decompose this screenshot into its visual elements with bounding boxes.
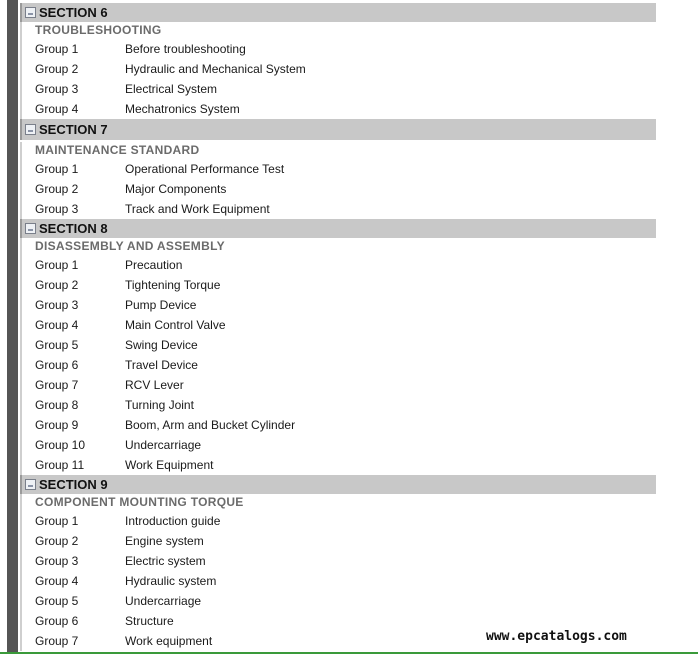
group-link[interactable]: Turning Joint <box>125 398 194 412</box>
group-label: Group 3 <box>35 554 79 568</box>
group-label: Group 2 <box>35 278 79 292</box>
group-link[interactable]: Electric system <box>125 554 206 568</box>
section-list <box>20 3 656 651</box>
group-link[interactable]: RCV Lever <box>125 378 184 392</box>
list-item[interactable] <box>35 199 656 219</box>
group-label: Group 9 <box>35 418 79 432</box>
group-label: Group 4 <box>35 574 79 588</box>
collapse-box-icon[interactable] <box>25 223 36 234</box>
collapse-box-icon[interactable] <box>25 479 36 490</box>
watermark-text: www.epcatalogs.com <box>486 629 627 644</box>
group-link[interactable]: Hydraulic and Mechanical System <box>125 62 306 76</box>
group-link[interactable]: Hydraulic system <box>125 574 217 588</box>
group-label: Group 1 <box>35 162 79 176</box>
group-link[interactable]: Pump Device <box>125 298 197 312</box>
section-header[interactable] <box>20 3 656 22</box>
list-item[interactable] <box>35 59 656 79</box>
group-label: Group 8 <box>35 398 79 412</box>
list-item[interactable] <box>35 355 656 375</box>
collapse-box-icon[interactable] <box>25 124 36 135</box>
group-label: Group 6 <box>35 358 79 372</box>
group-label: Group 1 <box>35 514 79 528</box>
group-link[interactable]: Main Control Valve <box>125 318 226 332</box>
group-link[interactable]: Precaution <box>125 258 183 272</box>
section-header-label: SECTION 8 <box>39 221 108 236</box>
group-label: Group 10 <box>35 438 86 452</box>
group-link[interactable]: Structure <box>125 614 174 628</box>
list-item[interactable] <box>35 159 656 179</box>
section-header-label: SECTION 6 <box>39 5 108 20</box>
group-link[interactable]: Before troubleshooting <box>125 42 246 56</box>
section-7 <box>20 119 656 219</box>
list-item[interactable] <box>35 531 656 551</box>
group-label: Group 2 <box>35 534 79 548</box>
list-item[interactable] <box>35 335 656 355</box>
group-label: Group 3 <box>35 202 79 216</box>
section-8 <box>20 219 656 475</box>
list-item[interactable] <box>35 99 656 119</box>
group-label: Group 3 <box>35 82 79 96</box>
section-header[interactable] <box>20 475 656 494</box>
group-link[interactable]: Major Components <box>125 182 227 196</box>
list-item[interactable] <box>35 375 656 395</box>
group-label: Group 2 <box>35 62 79 76</box>
group-link[interactable]: Mechatronics System <box>125 102 240 116</box>
section-6 <box>20 3 656 119</box>
section-header[interactable] <box>20 119 656 140</box>
group-label: Group 5 <box>35 338 79 352</box>
group-label: Group 4 <box>35 318 79 332</box>
group-label: Group 1 <box>35 42 79 56</box>
group-link[interactable]: Undercarriage <box>125 594 202 608</box>
group-label: Group 7 <box>35 634 79 648</box>
section-title: MAINTENANCE STANDARD <box>35 143 200 157</box>
group-link[interactable]: Travel Device <box>125 358 198 372</box>
group-label: Group 4 <box>35 102 79 116</box>
group-link[interactable]: Introduction guide <box>125 514 221 528</box>
group-link[interactable]: Electrical System <box>125 82 218 96</box>
section-header-label: SECTION 9 <box>39 477 108 492</box>
list-item[interactable] <box>35 295 656 315</box>
section-title: TROUBLESHOOTING <box>35 23 162 37</box>
list-item[interactable] <box>35 255 656 275</box>
list-item[interactable] <box>35 591 656 611</box>
group-link[interactable]: Swing Device <box>125 338 198 352</box>
list-item[interactable] <box>35 571 656 591</box>
section-header[interactable] <box>20 219 656 238</box>
left-sidebar-bar <box>7 0 18 654</box>
group-link[interactable]: Track and Work Equipment <box>125 202 270 216</box>
list-item[interactable] <box>35 511 656 531</box>
group-label: Group 6 <box>35 614 79 628</box>
group-link[interactable]: Boom, Arm and Bucket Cylinder <box>125 418 296 432</box>
group-link[interactable]: Tightening Torque <box>125 278 221 292</box>
collapse-box-icon[interactable] <box>25 7 36 18</box>
group-label: Group 7 <box>35 378 79 392</box>
group-link[interactable]: Work Equipment <box>125 458 214 472</box>
list-item[interactable] <box>35 179 656 199</box>
list-item[interactable] <box>35 79 656 99</box>
list-item[interactable] <box>35 39 656 59</box>
group-link[interactable]: Undercarriage <box>125 438 202 452</box>
list-item[interactable] <box>35 435 656 455</box>
list-item[interactable] <box>35 395 656 415</box>
group-label: Group 3 <box>35 298 79 312</box>
list-item[interactable] <box>35 611 656 631</box>
group-link[interactable]: Engine system <box>125 534 204 548</box>
list-item[interactable] <box>35 315 656 335</box>
section-header-label: SECTION 7 <box>39 122 108 137</box>
group-label: Group 5 <box>35 594 79 608</box>
section-title: DISASSEMBLY AND ASSEMBLY <box>35 239 225 253</box>
group-link[interactable]: Work equipment <box>125 634 213 648</box>
group-label: Group 2 <box>35 182 79 196</box>
group-link[interactable]: Operational Performance Test <box>125 162 285 176</box>
section-9 <box>20 475 656 651</box>
list-item[interactable] <box>35 455 656 475</box>
list-item[interactable] <box>35 275 656 295</box>
group-label: Group 11 <box>35 458 85 472</box>
section-title: COMPONENT MOUNTING TORQUE <box>35 495 244 509</box>
list-item[interactable] <box>35 415 656 435</box>
list-item[interactable] <box>35 551 656 571</box>
group-label: Group 1 <box>35 258 79 272</box>
